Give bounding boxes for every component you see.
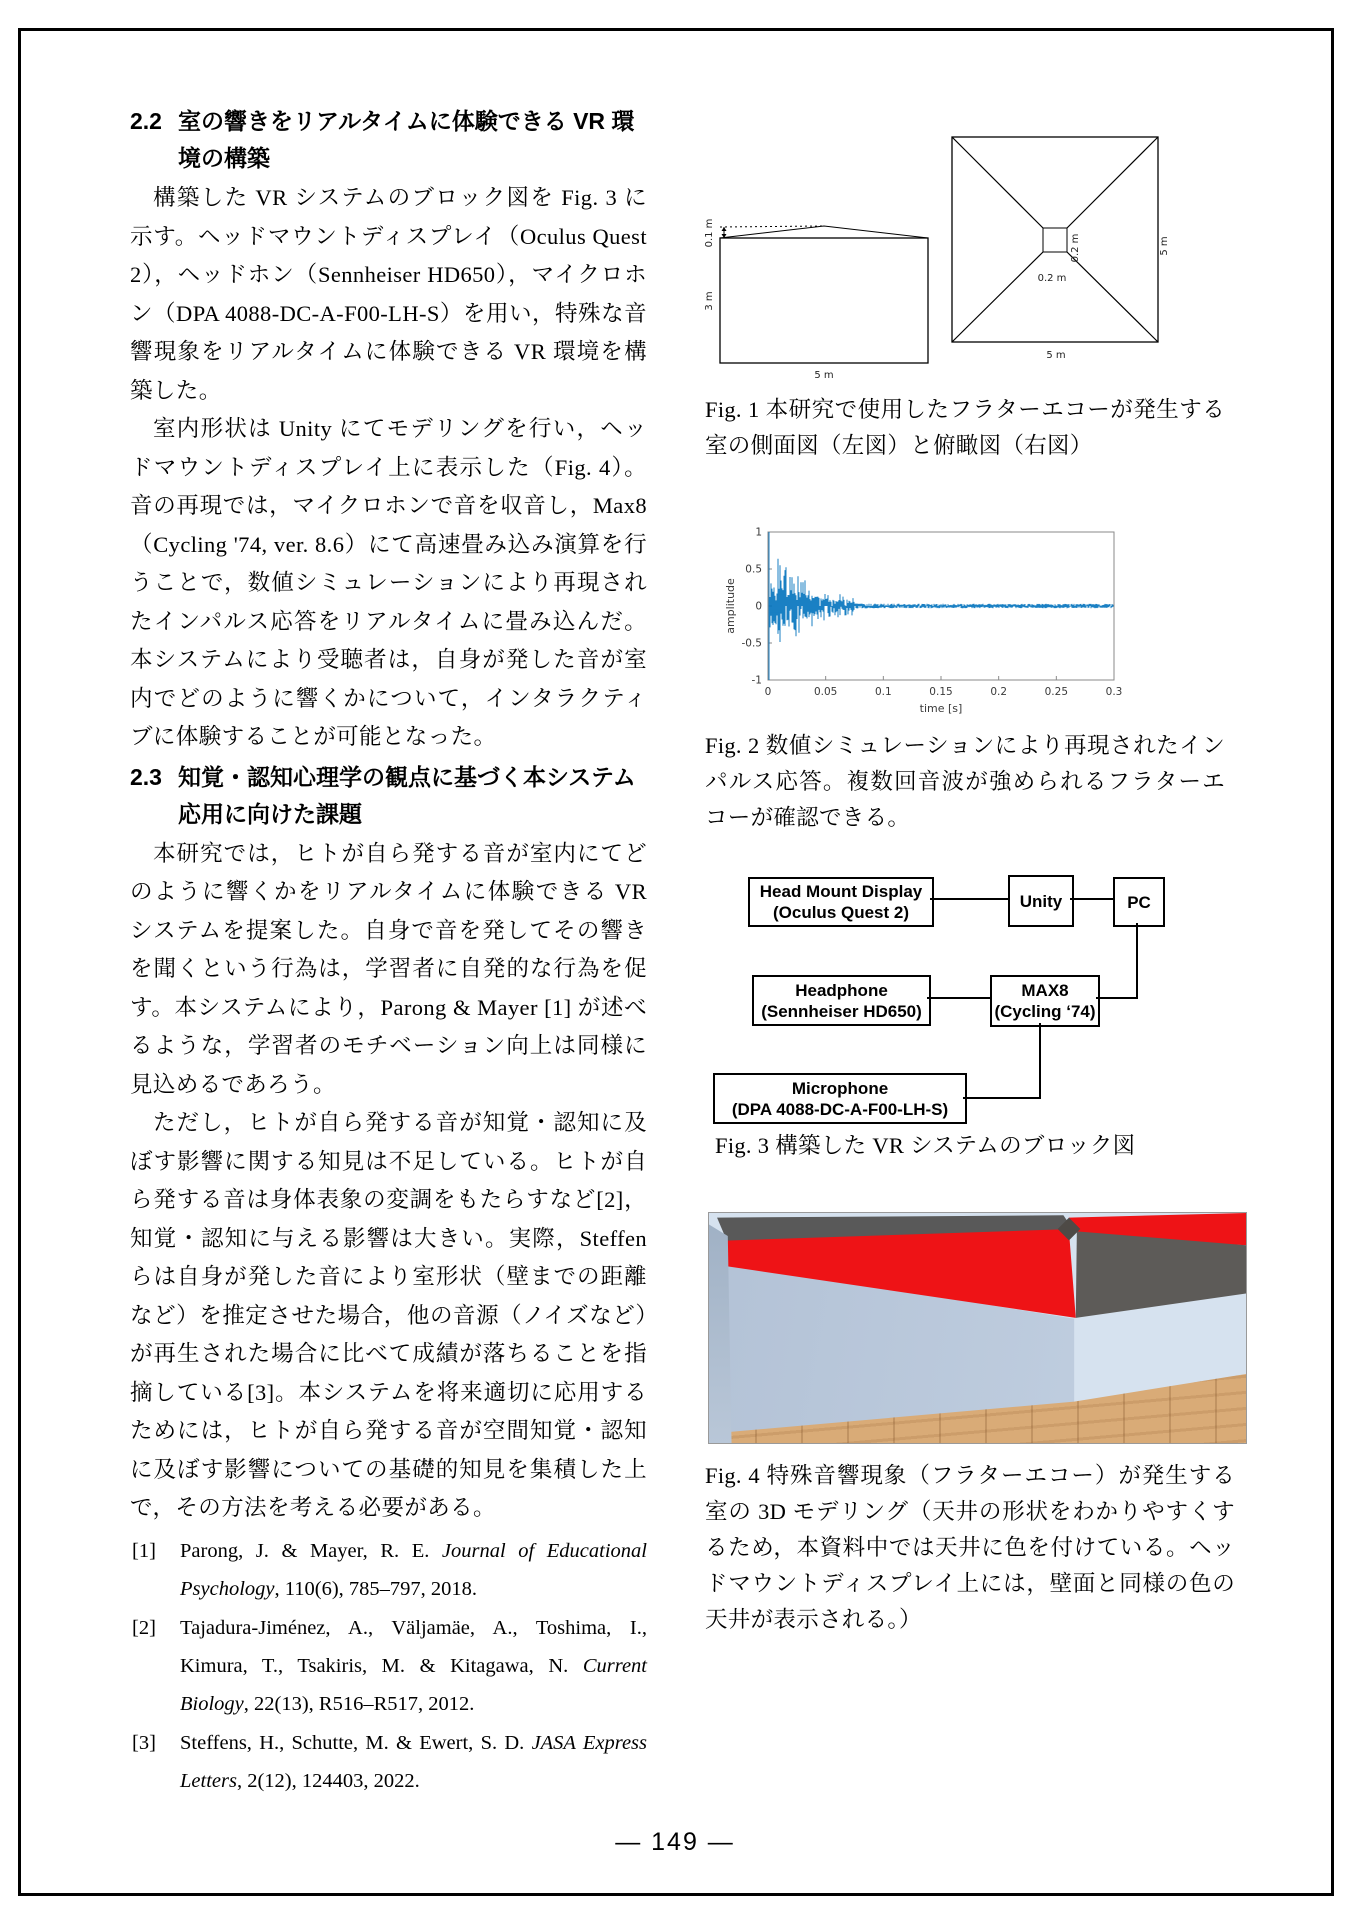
right-column bbox=[700, 0, 1245, 1910]
y-tick-label: 0 bbox=[755, 600, 762, 613]
block-label: Unity bbox=[1019, 891, 1063, 911]
side-view-height-label: 3 m bbox=[704, 291, 715, 311]
y-axis-label: amplitude bbox=[724, 578, 737, 634]
plan-side-label-bottom: 5 m bbox=[1046, 350, 1066, 361]
x-axis-label: time [s] bbox=[919, 702, 963, 715]
section-heading-2-2 bbox=[130, 103, 647, 177]
reference-journal: Journal of Educational Psychology bbox=[180, 1539, 647, 1600]
paragraph-3: 本研究では，ヒトが自ら発する音が室内にてどのように響くかをリアルタイムに体験できる VR システムを提案した。自身で音を発してその響きを聞くという行為は，学習者に自発的な行為を促す。本システムにより，Parong & Mayer [1] が述べるような，学習者のモチベーション向上は同様に見込めるであろう。 bbox=[130, 840, 647, 1097]
x-tick-label: 0.2 bbox=[990, 686, 1008, 698]
y-tick-label: -0.5 bbox=[741, 637, 762, 650]
block-label: MAX8 bbox=[1021, 981, 1069, 1000]
figure-2-impulse-plot bbox=[720, 522, 1150, 717]
block-label: PC bbox=[1127, 892, 1151, 912]
connector-max8-pc bbox=[1096, 997, 1138, 999]
plan-diagonal bbox=[1067, 137, 1158, 228]
figure-4-room-render bbox=[708, 1212, 1247, 1444]
connector-headphone-max8 bbox=[927, 997, 990, 999]
reference-item bbox=[130, 1724, 647, 1800]
block-headphone bbox=[752, 975, 931, 1026]
left-column bbox=[130, 103, 647, 1801]
side-view-width-label: 5 m bbox=[814, 370, 834, 381]
reference-list bbox=[130, 1532, 647, 1800]
reference-text: Parong, J. & Mayer, R. E. bbox=[180, 1539, 442, 1562]
section-title: 知覚・認知心理学の観点に基づく本システム応用に向けた課題 bbox=[178, 763, 636, 827]
reference-item bbox=[130, 1609, 647, 1723]
reference-text: , 2(12), 124403, 2022. bbox=[236, 1769, 420, 1792]
plan-side-label-right: 5 m bbox=[1159, 236, 1170, 256]
x-tick-label: 0.25 bbox=[1044, 686, 1069, 698]
reference-text: Steffens, H., Schutte, M. & Ewert, S. D. bbox=[180, 1731, 532, 1754]
y-tick-label: 1 bbox=[755, 526, 762, 539]
paragraph-1: 構築した VR システムのブロック図を Fig. 3 に示す。ヘッドマウントディスプレイ（Oculus Quest 2），ヘッドホン（Sennheiser HD650），マイクロホン（DPA 4088-DC-A-F00-LH-S）を用い，特殊な音響現象をリアルタイムに体験できる VR 環境を構築した。 bbox=[130, 185, 647, 403]
section-heading-2-3 bbox=[130, 759, 647, 833]
paragraph-4: ただし，ヒトが自ら発する音が知覚・認知に及ぼす影響に関する知見は不足している。ヒトが自ら発する音は身体表象の変調をもたらすなど[2]，知覚・認知に与える影響は大きい。実際，Steffen らは自身が発した音により室形状（壁までの距離など）を推定させた場合，他の音源（ノイズなど）が再生された場合に比べて成績が落ちることを指摘している[3]。本システムを将来適切に応用するためには，ヒトが自ら発する音が空間知覚・認知に及ぼす影響についての基礎的知見を集積した上で，その方法を考える必要がある。 bbox=[130, 1110, 647, 1520]
block-sublabel: (DPA 4088-DC-A-F00-LH-S) bbox=[731, 1099, 949, 1119]
reference-journal: JASA Express Letters bbox=[180, 1731, 647, 1792]
reference-text: Tajadura-Jiménez, A., Väljamäe, A., Toshima, I., Kimura, T., Tsakiris, M. & Kitagawa, N. bbox=[180, 1616, 647, 1677]
section-number: 2.3 bbox=[130, 763, 162, 790]
plan-diagonal bbox=[1067, 252, 1158, 342]
x-tick-label: 0.3 bbox=[1105, 686, 1123, 698]
block-max8 bbox=[990, 975, 1100, 1027]
figure-3-caption: Fig. 3 構築した VR システムのブロック図 bbox=[715, 1133, 1136, 1158]
block-unity bbox=[1008, 875, 1074, 927]
reference-number: [2] bbox=[132, 1616, 156, 1639]
x-tick-label: 0.15 bbox=[929, 686, 953, 698]
reference-item bbox=[130, 1532, 647, 1608]
block-label: Head Mount Display bbox=[759, 882, 923, 901]
x-tick-label: 0.1 bbox=[874, 686, 892, 698]
page-number: — 149 — bbox=[615, 1828, 735, 1856]
section-number: 2.2 bbox=[130, 108, 162, 134]
figure-1-caption: Fig. 1 本研究で使用したフラターエコーが発生する室の側面図（左図）と俯瞰図（右図） bbox=[705, 397, 1225, 458]
connector-pc-down bbox=[1136, 923, 1138, 999]
block-label: Headphone bbox=[795, 980, 888, 1000]
reference-text: , 22(13), R516–R517, 2012. bbox=[243, 1692, 475, 1715]
connector-unity-pc bbox=[1070, 898, 1113, 900]
plan-view-center-square bbox=[1043, 228, 1067, 252]
x-tick-label: 0 bbox=[764, 686, 772, 698]
section-title: 室の響きをリアルタイムに体験できる VR 環境の構築 bbox=[178, 108, 635, 171]
side-view-bump-label: 0.1 m bbox=[704, 218, 715, 248]
reference-number: [1] bbox=[132, 1539, 156, 1562]
reference-number: [3] bbox=[132, 1731, 156, 1754]
plan-center-label-bottom: 0.2 m bbox=[1037, 273, 1067, 284]
x-tick-label: 0.05 bbox=[813, 686, 838, 698]
y-tick-label: 0.5 bbox=[745, 563, 762, 576]
block-head-mount-display bbox=[748, 877, 934, 927]
plan-diagonal bbox=[952, 252, 1043, 342]
reference-text: , 110(6), 785–797, 2018. bbox=[274, 1577, 478, 1600]
connector-hmd-unity bbox=[930, 898, 1008, 900]
block-sublabel: (Oculus Quest 2) bbox=[772, 903, 910, 922]
figure-2-caption: Fig. 2 数値シミュレーションにより再現されたインパルス応答。複数回音波が強められるフラターエコーが確認できる。 bbox=[705, 733, 1225, 830]
block-label: Microphone bbox=[791, 1078, 889, 1098]
plan-diagonal bbox=[952, 137, 1043, 228]
connector-microphone-max8 bbox=[963, 1097, 1041, 1099]
block-pc bbox=[1113, 877, 1165, 927]
side-view-room-rect bbox=[720, 238, 928, 363]
figure-1-room-diagrams bbox=[700, 100, 1245, 390]
figure-4-caption: Fig. 4 特殊音響現象（フラターエコー）が発生する室の 3D モデリング（天井の形状をわかりやすくするため，本資料中では天井に色を付けている。ヘッドマウントディスプレイ上には，壁面と同様の色の天井が表示される。） bbox=[705, 1463, 1235, 1632]
plan-center-label-right: 0.2 m bbox=[1070, 233, 1081, 263]
connector-max8-down bbox=[1039, 1023, 1041, 1099]
block-microphone bbox=[713, 1073, 967, 1124]
figure-3-block-diagram bbox=[700, 865, 1245, 1127]
paragraph-2: 室内形状は Unity にてモデリングを行い，ヘッドマウントディスプレイ上に表示した（Fig. 4）。音の再現では，マイクロホンで音を収音し，Max8（Cycling '74, ver. 8.6）にて高速畳み込み演算を行うことで，数値シミュレーションにより再現されたインパルス応答をリアルタイムに畳み込んだ。本システムにより受聴者は，自身が発した音が室内でどのように響くかについて，インタラクティブに体験することが可能となった。 bbox=[130, 416, 647, 749]
side-view-dotted-line bbox=[720, 226, 824, 227]
side-view-ceiling-peak bbox=[720, 226, 928, 238]
block-sublabel: (Sennheiser HD650) bbox=[761, 1001, 922, 1021]
reference-journal: Current Biology bbox=[180, 1654, 647, 1715]
block-sublabel: (Cycling ‘74) bbox=[994, 1002, 1096, 1021]
y-tick-label: -1 bbox=[751, 674, 762, 687]
